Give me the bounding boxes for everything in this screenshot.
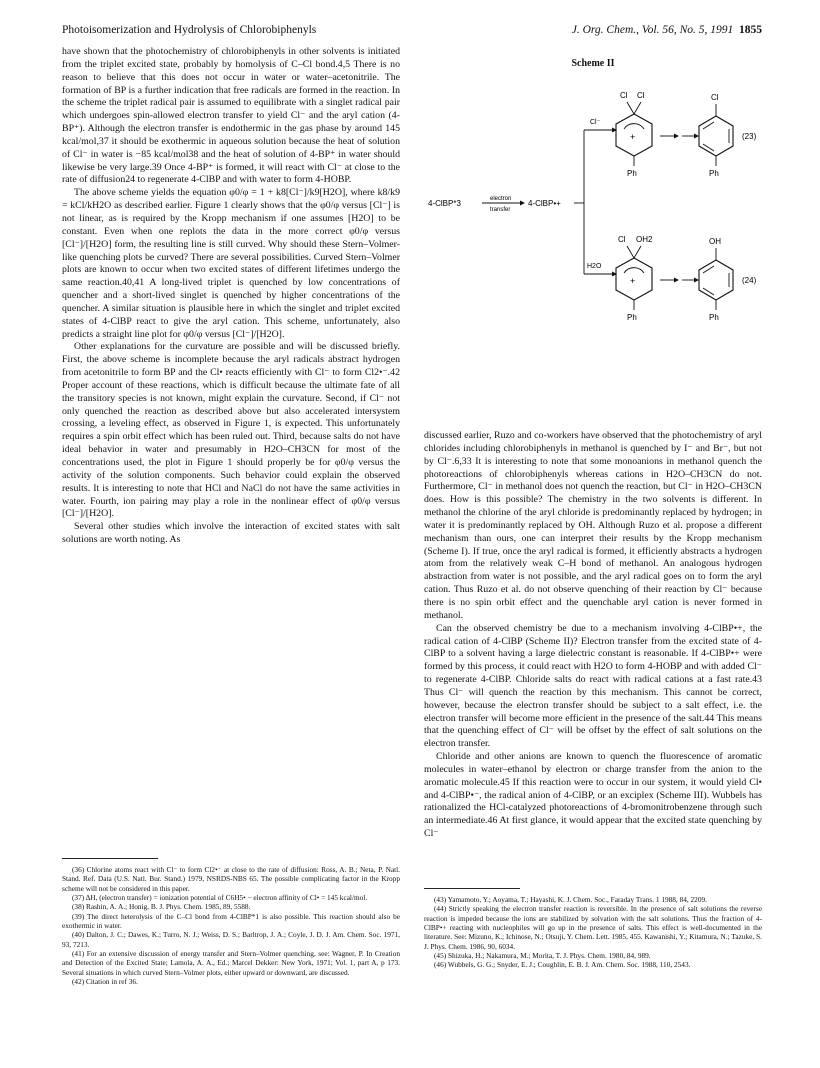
substituent: Cl [711, 93, 719, 102]
arrow-head [674, 278, 679, 283]
radical-plus-sign: + [630, 276, 636, 286]
paragraph: have shown that the photochemistry of chlorobiphenyls in other solvents is initiated from the triplet excited state, probably by homolysis of C–Cl bond.4,5 There is no reason to believe that this does not occur in water or water–acetonitrile. The formation of BP is a further indication that free radicals are formed in the reaction. In the scheme the triplet radical pair is assumed to equilibrate with a singlet radical pair which undergoes spin-allowed electron transfer to yield Cl⁻ and the aryl cation (4-BP⁺). Although the electron transfer is endothermic in the gas phase by around 145 kcal/mol,37 it should be exothermic in aqueous solution because the heat of solution of Cl⁻ in water is −85 kcal/mol38 and the heat of solution of 4-BP⁺ in water should likewise be very large.39 Once 4-BP⁺ is formed, it will react with Cl⁻ at close to the rate of diffusion24 to regenerate 4-ClBP and with water to form 4-HOBP. [62, 46, 400, 186]
arrow-head [674, 134, 679, 139]
intermediate-label: 4-ClBP•+ [528, 199, 561, 208]
ring-delocalization [624, 268, 644, 273]
arrow-head [694, 278, 699, 283]
scheme-title: Scheme II [571, 58, 615, 69]
reactant-label: 4-ClBP*3 [428, 199, 461, 208]
footnote: (41) For an extensive discussion of energy transfer and Stern–Volmer quenching, see: Wagner, P. In Creation and Detection of the Excited State; Lamola, A. A., Ed.; Marcel Dekker: New York, 1971; Vol. 1, part A, p 173. Several situations in which curved Stern–Volmer plots, either upward or downward, are discussed. [62, 948, 400, 977]
substituent: Cl [618, 235, 626, 244]
lower-intermediate-ring [616, 235, 653, 322]
lower-product-ring [699, 237, 733, 322]
scheme-ii [424, 46, 762, 426]
substituent: Cl [620, 91, 628, 100]
running-header [62, 24, 762, 40]
footnote-rule [424, 888, 520, 889]
paragraph: The above scheme yields the equation φ0/φ = 1 + k8[Cl⁻]/k9[H2O], where k8/k9 = kCl/kH2O as described earlier. Figure 1 clearly shows that the φ0/φ versus [Cl⁻] is not linear, as is required by the Kropp mechanism if one assumes [H2O] to be constant. Even when one replots the data in the more correct φ0/φ versus [Cl⁻]/[H2O] form, the resulting line is still curved. Why should these Stern–Volmer-like quenching plots be curved? There are several possibilities. Curved Stern–Volmer plots are known to occur when two excited states of different lifetimes undergo the same reaction.40,41 A long-lived triplet is quenched by low concentrations of quencher and a short-lived singlet is quenched by higher concentrations of the quencher. A similar situation is plausible here in which the singlet and triplet excited states of 4-ClBP react to give the aryl cation. This scheme, unfortunately, also predicts a straight line plot for φ0/φ versus [Cl⁻]/[H2O]. [62, 187, 400, 340]
footnote: (44) Strictly speaking the electron transfer reaction is reversible. In the presence of salt solutions the reverse reaction is impeded because the ions are stabilized by solvation with the salt solutions. Thus the fraction of 4-ClBP•+ reacting with nucleophiles will go up in the presence of salts. This effect is well-documented in the literature. See: Mizuno, K.; Ichinose, N.; Otsuji, Y. Chem. Lett. 1985, 455. Kawanishi, Y.; Kitamura, N.; Tazuke, S. J. Phys. Chem. 1986, 90, 6034. [424, 904, 762, 951]
bond [634, 246, 641, 258]
paragraph: discussed earlier, Ruzo and co-workers have observed that the photochemistry of aryl chlorides including chlorobiphenyls in methanol is quenched by I⁻ and Br⁻, but not by Cl⁻.6,33 It is interesting to note that some monoanions in methanol quench the photoreactions of chlorobiphenyls whereas cations in H2O–CH3CN do not. Furthermore, Cl⁻ in methanol does not quench the reaction, but Cl⁻ in H2O–CH3CN does. How is this possible? The chemistry in the two solvents is different. In methanol the chlorine of the aryl chloride is predominantly replaced by hydrogen; in water it is predominantly replaced by OH. Although Ruzo et al. propose a different mechanism than ours, one can interpret their results by the Kropp mechanism (Scheme I). If true, once the aryl radical is formed, it efficiently abstracts a hydrogen atom from the relatively weak C–H bond of methanol. An analogous hydrogen abstraction from water is not possible, and the aryl radical goes on to form the aryl cation. Thus Ruzo et al. do not observe quenching of their reaction by Cl⁻ because there is no spin orbit effect and the quenchable aryl cation is never formed in methanol. [424, 430, 762, 621]
scheme-diagram [424, 74, 762, 424]
upper-intermediate-ring [616, 91, 652, 178]
footnote: (43) Yamamoto, Y.; Aoyama, T.; Hayashi, K. J. Chem. Soc., Faraday Trans. 1 1988, 84, 2209. [434, 895, 707, 904]
substituent: Cl [637, 91, 645, 100]
substituent: OH2 [636, 235, 653, 244]
arrow-label-top: electron [490, 196, 512, 202]
paragraph: Several other studies which involve the interaction of excited states with salt solutions are worth noting. As [62, 521, 400, 546]
substituent: OH [709, 237, 721, 246]
phenyl-label: Ph [709, 313, 719, 322]
paragraph: Can the observed chemistry be due to a mechanism involving 4-ClBP•+, the radical cation of 4-ClBP (Scheme II)? Electron transfer from the excited state of 4-ClBP to a solvent having a large dielectric constant is reasonable. If 4-ClBP•+ were formed by this process, it could react with H2O to form 4-HOBP and with added Cl⁻ to regenerate 4-ClBP. Chloride salts do react with radical cations at a fast rate.43 Thus Cl⁻ will quench the reaction by this mechanism. This cannot be correct, however, because the electron transfer should be subject to a salt effect, i.e. the electron transfer will become more efficient in the presence of the salt.44 This means that the quenching effect of Cl⁻ will be offset by the effect of salt solutions on the electron transfer. [424, 622, 762, 750]
journal-citation: J. Org. Chem., Vol. 56, No. 5, 1991 1855 [571, 24, 762, 36]
footnotes-right [424, 895, 762, 970]
paragraph: Other explanations for the curvature are possible and will be discussed briefly. First, the above scheme is incomplete because the aryl radicals abstract hydrogen from acetonitrile to form BP and the Cl• reacts efficiently with Cl⁻ to form Cl2•⁻.42 Proper account of these reactions, which is difficult because the ultimate fate of all the transitory species is not known, might explain the curvature. Second, if Cl⁻ not only quenched the reaction as described above but also accelerated intersystem crossing, a leveling effect, as observed in Figure 1, is expected. This unfortunately requires a spin orbit effect which has been ruled out. Third, because salts do not have ideal behavior in water and presumably in H2O–CH3CN for most of the concentrations used, the plot in Figure 1 should properly be for φ0/φ versus the activity of the solution components. Such behavior could explain the observed results. It is interesting to note that HCl and NaCl do not have the same activities in water. Fourth, ion pairing may play a role in the nonlinear effect of φ0/φ versus [Cl⁻]/[H2O]. [62, 341, 400, 520]
bond [627, 246, 634, 258]
paragraph: Chloride and other anions are known to quench the fluorescence of aromatic molecules in water–ethanol by electron or charge transfer from the anion to the aromatic molecule.45 If this reaction were to occur in our system, it would yield Cl• and 4-ClBP•⁻, the radical anion of 4-ClBP, or an exciplex (Scheme III). Wubbels has rationalized the HCl-catalyzed photoreactions of 4-bromonitrobenzene through such an intermediate.46 At first glance, it would appear that the excited state quenching by Cl⁻ [424, 751, 762, 840]
page-number: 1855 [739, 24, 762, 36]
right-column [424, 430, 762, 841]
footnote: (40) Dalton, J. C.; Dawes, K.; Turro, N. J.; Weiss, D. S.; Barltrop, J. A.; Coyle, J. D. J. Am. Chem. Soc. 1971, 93, 7213. [62, 930, 400, 949]
upper-product-ring [699, 93, 733, 178]
arrow-head [520, 201, 525, 206]
equation-number: (23) [742, 132, 757, 141]
arrow-label-bottom: transfer [490, 207, 511, 213]
ring [699, 116, 733, 156]
running-title: Photoisomerization and Hydrolysis of Chlorobiphenyls [62, 24, 317, 36]
ring-delocalization [624, 124, 644, 129]
phenyl-label: Ph [627, 169, 637, 178]
footnote: (37) ΔH, (electron transfer) = ionization potential of C6H5• − electron affinity of Cl• = 145 kcal/mol. [72, 892, 368, 902]
footnote: (38) Rashin, A. A.; Honig, B. J. Phys. Chem. 1985, 89, 5588. [72, 902, 251, 912]
footnote: (39) The direct heterolysis of the C–Cl bond from 4-ClBP*1 is also possible. This reaction should also be exothermic in water. [62, 911, 400, 930]
footnotes-left [62, 865, 400, 986]
phenyl-label: Ph [627, 313, 637, 322]
left-column [62, 46, 400, 547]
ring [699, 260, 733, 300]
phenyl-label: Ph [709, 169, 719, 178]
arrow-head [694, 134, 699, 139]
footnote-rule [62, 858, 158, 859]
bond [634, 102, 641, 114]
footnote: (42) Citation in ref 36. [72, 976, 138, 986]
bond [627, 102, 634, 114]
equation-number: (24) [742, 276, 757, 285]
reagent-water: H2O [587, 263, 602, 270]
reagent-chloride: Cl⁻ [590, 119, 601, 126]
radical-plus-sign: + [630, 132, 636, 142]
footnote: (45) Shizuka, H.; Nakamura, M.; Morita, T. J. Phys. Chem. 1980, 84, 989. [434, 950, 651, 960]
footnote: (36) Chlorine atoms react with Cl⁻ to form Cl2•⁻ at close to the rate of diffusion: Ross, A. B.; Neta, P. Natl. Stand. Ref. Data (U.S. Natl. Bur. Stand.) 1979, NSRDS-NBS 65. The possible complicating factor in the Kropp scheme will not be considered in this paper. [62, 865, 400, 893]
footnote: (46) Wubbels, G. G.; Snyder, E. J.; Coughlin, E. B. J. Am. Chem. Soc. 1988, 110, 2543. [434, 960, 691, 970]
